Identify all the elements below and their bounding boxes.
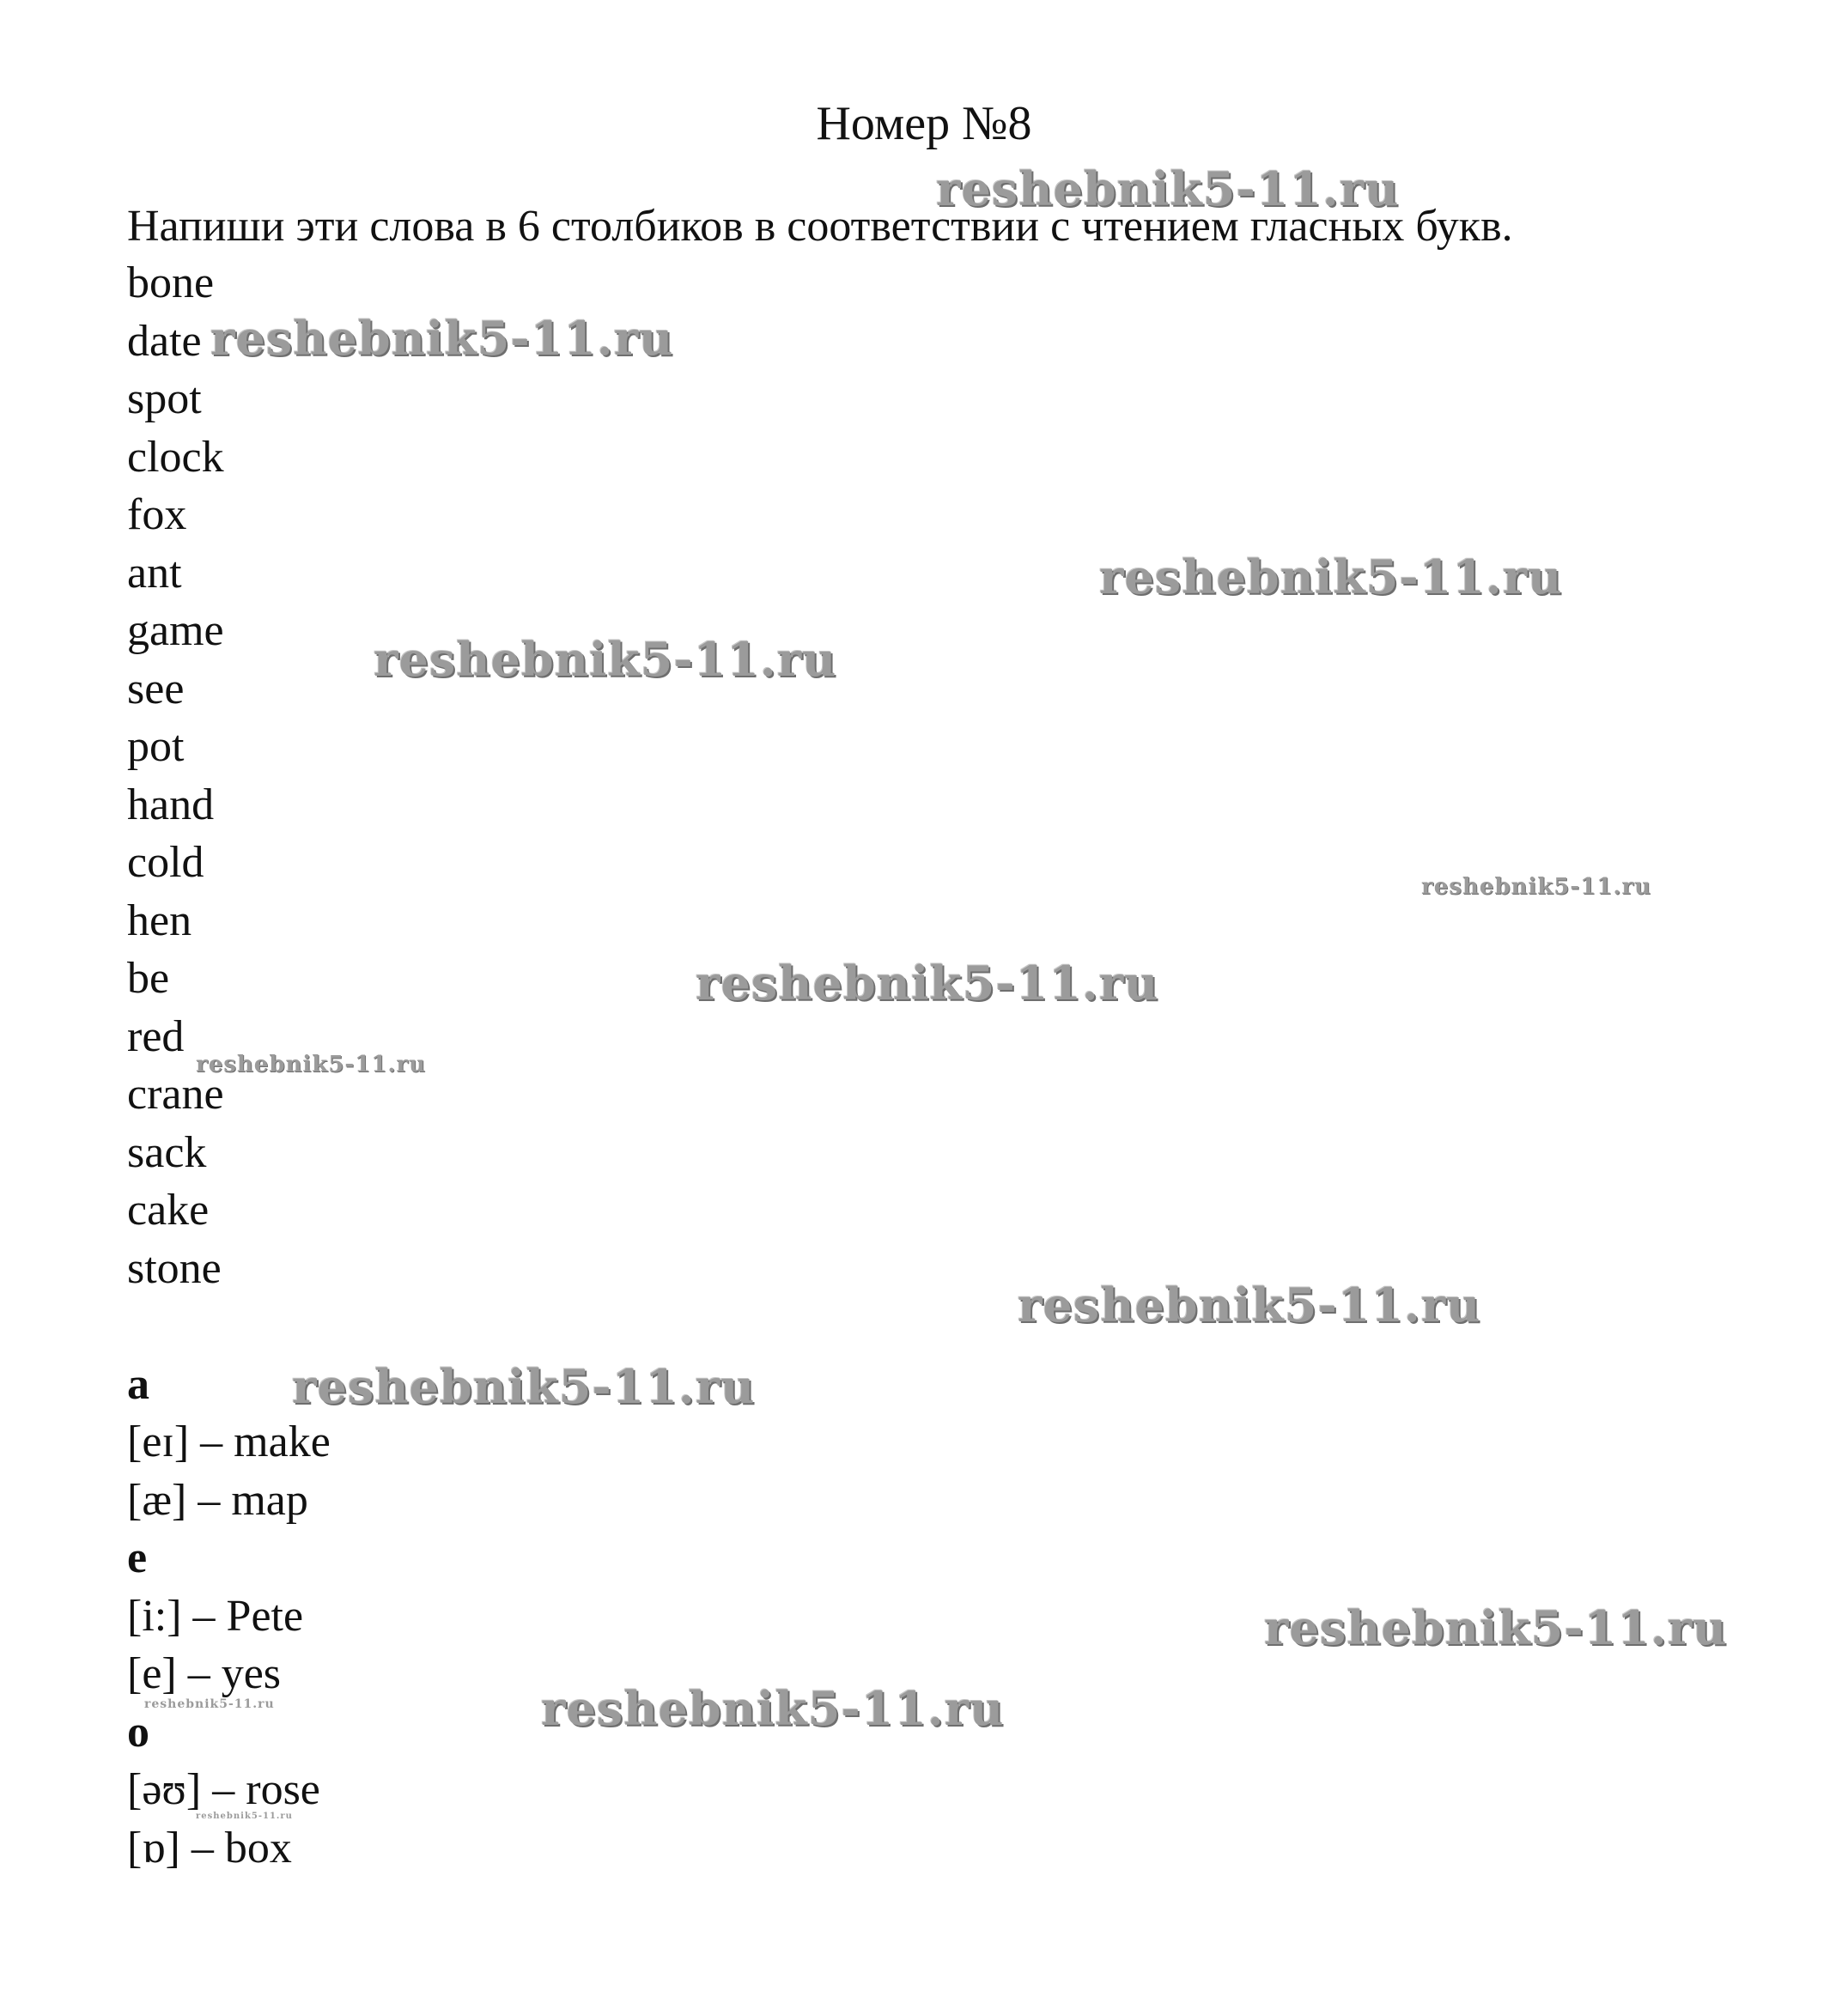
vowel-heading-o: o: [127, 1708, 149, 1757]
word-item: crane: [127, 1070, 224, 1119]
watermark: reshebnik5-11.ru: [210, 311, 674, 366]
word-item: bone: [127, 258, 215, 307]
watermark: reshebnik5-11.ru: [1018, 1278, 1481, 1332]
word-item: be: [127, 954, 170, 1003]
word-item: game: [127, 606, 224, 655]
task-instruction: Напиши эти слова в 6 столбиков в соответствии с чтением гласных букв.: [127, 202, 1513, 251]
word-item: ant: [127, 549, 182, 598]
watermark: reshebnik5-11.ru: [374, 632, 837, 687]
vowel-sound: [ɒ] – box: [127, 1824, 292, 1873]
vowel-sound: [i:] – Pete: [127, 1592, 304, 1641]
word-item: see: [127, 665, 185, 713]
watermark: reshebnik5-11.ru: [696, 956, 1159, 1011]
vowel-sound: [eɪ] – make: [127, 1417, 331, 1466]
vowel-sound: [e] – yes: [127, 1649, 282, 1698]
word-item: clock: [127, 433, 224, 482]
watermark: reshebnik5-11.ru: [196, 1812, 293, 1821]
watermark: reshebnik5-11.ru: [1099, 549, 1563, 604]
word-item: sack: [127, 1128, 207, 1177]
word-item: fox: [127, 490, 187, 539]
watermark: reshebnik5-11.ru: [292, 1359, 756, 1414]
vowel-heading-e: e: [127, 1533, 148, 1582]
vowel-heading-a: a: [127, 1360, 149, 1409]
word-item: cold: [127, 838, 204, 887]
word-item: hen: [127, 896, 192, 945]
word-item: stone: [127, 1244, 222, 1293]
page-title: Номер №8: [816, 97, 1032, 150]
watermark: reshebnik5-11.ru: [196, 1052, 427, 1077]
vowel-sound: [æ] – map: [127, 1476, 308, 1525]
word-item: red: [127, 1012, 185, 1061]
word-item: spot: [127, 374, 202, 423]
vowel-sound: [əʊ] – rose: [127, 1765, 320, 1814]
watermark: reshebnik5-11.ru: [1264, 1600, 1728, 1655]
watermark: reshebnik5-11.ru: [936, 161, 1400, 216]
watermark: reshebnik5-11.ru: [1421, 874, 1652, 900]
watermark: reshebnik5-11.ru: [144, 1697, 275, 1711]
word-item: pot: [127, 722, 185, 771]
watermark: reshebnik5-11.ru: [541, 1681, 1005, 1736]
word-item: date: [127, 317, 202, 366]
word-item: hand: [127, 780, 215, 829]
word-item: cake: [127, 1186, 210, 1235]
